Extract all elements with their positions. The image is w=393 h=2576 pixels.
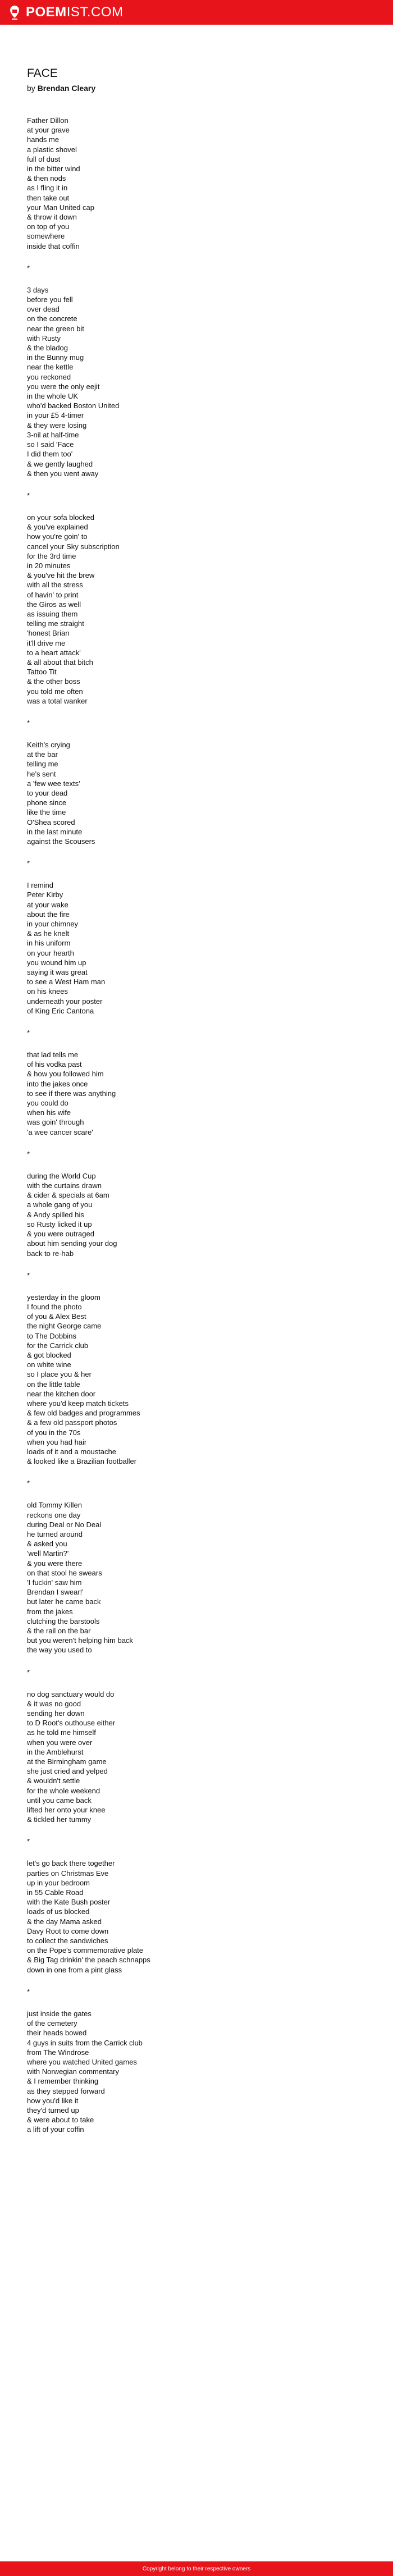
poem-stanza [27,513,364,706]
poem-line: & as he knelt [27,929,70,938]
poem-line: for the 3rd time [27,551,76,560]
stanza-separator: * [27,1837,30,1846]
poem-line: as issuing them [27,609,78,618]
poem-line: a 'few wee texts' [27,779,80,788]
poem-line: when his wife [27,1108,71,1117]
poem-line: on the little table [27,1380,80,1389]
poem-line: & Big Tag drinkin' the peach schnapps [27,1956,150,1965]
logo-text-bold: POEM [26,4,67,20]
poem-line: Keith's crying [27,740,70,749]
poem-line: & Andy spilled his [27,1210,84,1219]
poem-line: so I place you & her [27,1370,92,1379]
poem-line: a lift of your coffin [27,2125,84,2134]
author-link[interactable]: Brendan Cleary [37,84,96,93]
poem-line: so I said 'Face [27,440,74,449]
poem-line: just inside the gates [27,2009,92,2018]
poem-line: no dog sanctuary would do [27,1689,115,1698]
poem-line: Davy Root to come down [27,1926,109,1935]
poem-line: old Tommy Killen [27,1501,83,1510]
poem-line: in the Bunny mug [27,353,84,362]
poem-line: & were about to take [27,2116,94,2125]
poem-line: when you were over [27,1738,93,1747]
poem-line: with the curtains drawn [27,1181,102,1190]
poem-line: for the Carrick club [27,1341,89,1350]
poem-line: then take out [27,193,70,202]
poem-line: into the jakes once [27,1079,88,1088]
poem-line: & you've hit the brew [27,571,95,580]
stanza-separator: * [27,1987,30,1996]
poem-line: & the bladog [27,344,68,353]
stanza-separator: * [27,1029,30,1038]
poem-line: clutching the barstools [27,1616,100,1625]
poem-line: & I remember thinking [27,2077,99,2086]
poem-line: as I fling it in [27,184,68,193]
poem-line: in your £5 4-timer [27,411,84,420]
poem-line: she just cried and yelped [27,1767,108,1776]
poem-line: but you weren't helping him back [27,1636,133,1645]
poem-stanza [27,285,364,478]
poem-line: to see a West Ham man [27,978,106,986]
poem-line: 'a wee cancer scare' [27,1127,93,1136]
poem-line: & few old badges and programmes [27,1409,140,1418]
poem-line: back to re-hab [27,1249,74,1258]
poem-line: cancel your Sky subscription [27,542,120,551]
poem-line: saying it was great [27,968,88,977]
poem-line: he turned around [27,1529,83,1538]
poem-line: near the kitchen door [27,1389,96,1398]
poem-line: of havin' to print [27,590,79,599]
poem-line: you wound him up [27,958,86,967]
poem-line: telling me [27,760,58,769]
poem-line: & all about that bitch [27,657,93,666]
poem-line: from The Windrose [27,2048,89,2057]
poem-line: where you'd keep match tickets [27,1399,129,1408]
poem-line: & it was no good [27,1699,81,1708]
poem-line: O'Shea scored [27,817,75,826]
poem-line: as he told me himself [27,1728,96,1737]
poem-line: their heads bowed [27,2029,87,2038]
stanza-separator: * [27,263,30,272]
poem-line: was goin' through [27,1118,84,1127]
stanza-separator: * [27,1668,30,1677]
poem-line: & we gently laughed [27,459,93,468]
poem-line: full of dust [27,154,61,163]
poem-line: & the day Mama asked [27,1917,102,1926]
poem-line: & got blocked [27,1350,71,1359]
poem-line: 'honest Brian [27,629,70,638]
poem-line: with all the stress [27,581,83,590]
stanza-separator: * [27,1271,30,1280]
poem-line: you reckoned [27,372,71,381]
poem-line: & then you went away [27,469,99,478]
poem-title: FACE [27,67,58,80]
poem-line: 'well Martin?' [27,1549,69,1558]
poem-line: from the jakes [27,1607,73,1616]
poem-line: where you watched United games [27,2057,137,2066]
poem-line: at the Birmingham game [27,1757,107,1766]
logo-text-light: IST.COM [66,4,124,20]
poem-line: during Deal or No Deal [27,1520,102,1529]
poem-line: with Rusty [27,334,61,342]
poem-line: 3 days [27,285,49,294]
poem-line: to D Root's outhouse either [27,1719,116,1728]
poem-line: near the green bit [27,324,84,333]
poem-line: near the kettle [27,363,74,372]
poem-line: & you were there [27,1559,83,1568]
top-nav-bar [0,0,393,25]
poem-line: on his knees [27,987,68,996]
stanza-separator: * [27,1149,30,1158]
poem-line: on white wine [27,1360,71,1369]
poem-line: I remind [27,881,53,890]
poem-line: loads of it and a moustache [27,1447,116,1456]
poem-line: like the time [27,808,66,817]
poem-line: the way you used to [27,1646,92,1655]
poem-line: hands me [27,135,60,144]
poem-line: & tickled her tummy [27,1815,92,1824]
poem-line: & how you followed him [27,1070,104,1079]
poem-line: 'I fuckin' saw him [27,1578,82,1587]
poem-line: you were the only eejit [27,382,100,391]
poem-line: in the bitter wind [27,165,80,173]
poem-line: yesterday in the gloom [27,1292,100,1301]
poem-line: with the Kate Bush poster [27,1898,111,1907]
poem-line: in 55 Cable Road [27,1888,84,1897]
poem-line: Tattoo Tit [27,668,57,677]
poem-stanza [27,116,364,251]
poem-stanza [27,1500,364,1655]
poem-line: to see if there was anything [27,1089,116,1098]
poem-line: on the concrete [27,314,77,323]
poem-stanza [27,1292,364,1467]
poem-line: inside that coffin [27,241,80,250]
poem-line: in the whole UK [27,392,79,401]
poem-line: during the World Cup [27,1171,96,1180]
poem-line: so Rusty licked it up [27,1220,92,1228]
poem-line: until you came back [27,1796,92,1805]
poem-line: to a heart attack' [27,648,81,657]
stanza-separator: * [27,859,30,868]
poem-line: that lad tells me [27,1051,79,1059]
poem-line: of King Eric Cantona [27,1006,94,1015]
poem-line: on your sofa blocked [27,513,94,522]
poem-line: Brendan I swear!' [27,1588,84,1597]
poem-line: about him sending your dog [27,1239,117,1248]
poem-line: the night George came [27,1322,102,1331]
poem-line: underneath your poster [27,997,103,1006]
footer-bar [0,2561,393,2576]
poem-line: about the fire [27,910,70,919]
poem-stanza [27,740,364,846]
poem-line: before you fell [27,295,73,304]
poem-stanza [27,1689,364,1825]
poem-line: & throw it down [27,213,77,222]
poem-line: of the cemetery [27,2019,77,2028]
poem-line: down in one from a pint glass [27,1965,122,1974]
poem-stanza [27,1050,364,1137]
stanza-separator: * [27,491,30,500]
poem-line: to collect the sandwiches [27,1936,108,1945]
poem-line: you could do [27,1099,68,1108]
poem-line: 4 guys in suits from the Carrick club [27,2038,143,2047]
poem-line: he's sent [27,769,56,778]
poem-line: somewhere [27,232,65,241]
site-logo-link[interactable] [26,4,124,20]
poem-line: on that stool he swears [27,1568,102,1577]
poem-byline [27,83,364,93]
poem-line: with Norwegian commentary [27,2067,120,2076]
poem-line: & asked you [27,1540,67,1549]
poem-line: the Giros as well [27,600,81,609]
poem-line: who'd backed Boston United [27,401,120,410]
poem-line: to The Dobbins [27,1331,76,1340]
poem-line: but later he came back [27,1597,101,1606]
poem-line: at your grave [27,126,70,135]
poem-line: reckons one day [27,1510,81,1519]
poem-line: 3-nil at half-time [27,430,79,439]
poem-line: I found the photo [27,1302,82,1311]
poem-line: & cider & specials at 6am [27,1191,109,1200]
poem-line: in the last minute [27,827,83,836]
poem-line: lifted her onto your knee [27,1806,106,1815]
poem-line: parties on Christmas Eve [27,1869,109,1878]
poem-line: Father Dillon [27,116,68,125]
poem-stanza [27,1171,364,1258]
poem-line: sending her down [27,1709,85,1718]
poem-line: to your dead [27,788,68,797]
poem-line: up in your bedroom [27,1878,90,1887]
poem-container [27,66,364,2147]
poem-line: in the Amblehurst [27,1747,84,1756]
poem-line: a whole gang of you [27,1200,93,1209]
poem-line: you told me often [27,687,83,696]
poem-line: on the Pope's commemorative plate [27,1946,143,1955]
poem-line: at your wake [27,900,68,909]
poem-line: how you'd like it [27,2096,79,2105]
poem-line: on top of you [27,222,70,231]
poem-line: of you & Alex Best [27,1312,86,1321]
poem-line: let's go back there together [27,1859,115,1868]
poem-line: loads of us blocked [27,1907,90,1916]
poem-line: phone since [27,798,67,807]
poem-line: at the bar [27,750,58,759]
poem-stanza [27,880,364,1016]
poem-line: of his vodka past [27,1060,82,1069]
poem-line: & the rail on the bar [27,1627,91,1635]
poem-line: a plastic shovel [27,145,77,154]
poem-line: they'd turned up [27,2105,79,2114]
stanza-separator: * [27,1479,30,1488]
poemist-logo-icon[interactable] [8,4,21,21]
poem-line: telling me straight [27,619,84,628]
by-label: by [27,84,35,93]
poem-line: I did them too' [27,450,73,459]
poem-line: Peter Kirby [27,890,63,899]
poem-line: & the other boss [27,677,80,686]
poem-line: & they were losing [27,421,87,430]
poem-line: as they stepped forward [27,2086,105,2095]
stanza-separator: * [27,718,30,727]
poem-line: & wouldn't settle [27,1776,80,1785]
poem-line: for the whole weekend [27,1786,100,1795]
poem-line: in his uniform [27,939,71,948]
poem-line: over dead [27,305,60,314]
poem-line: & looked like a Brazilian footballer [27,1457,137,1466]
poem-line: in 20 minutes [27,561,71,570]
poem-line: & then nods [27,174,66,183]
poem-stanza [27,1858,364,1974]
copyright-text: Copyright belong to their respective owners [142,2565,251,2572]
poem-stanza [27,2009,364,2135]
poem-line: & a few old passport photos [27,1418,117,1427]
poem-line: & you were outraged [27,1230,94,1239]
poem-line: of you in the 70s [27,1428,81,1437]
poem-line: against the Scousers [27,837,95,846]
poem-line: when you had hair [27,1437,87,1446]
poem-body [27,116,364,2135]
poem-line: was a total wanker [27,696,88,705]
poem-line: & you've explained [27,523,88,532]
poem-line: in your chimney [27,920,79,929]
poem-line: your Man United cap [27,203,94,212]
poem-line: it'll drive me [27,638,66,647]
poem-line: how you're goin' to [27,532,88,541]
poem-line: on your hearth [27,948,74,957]
